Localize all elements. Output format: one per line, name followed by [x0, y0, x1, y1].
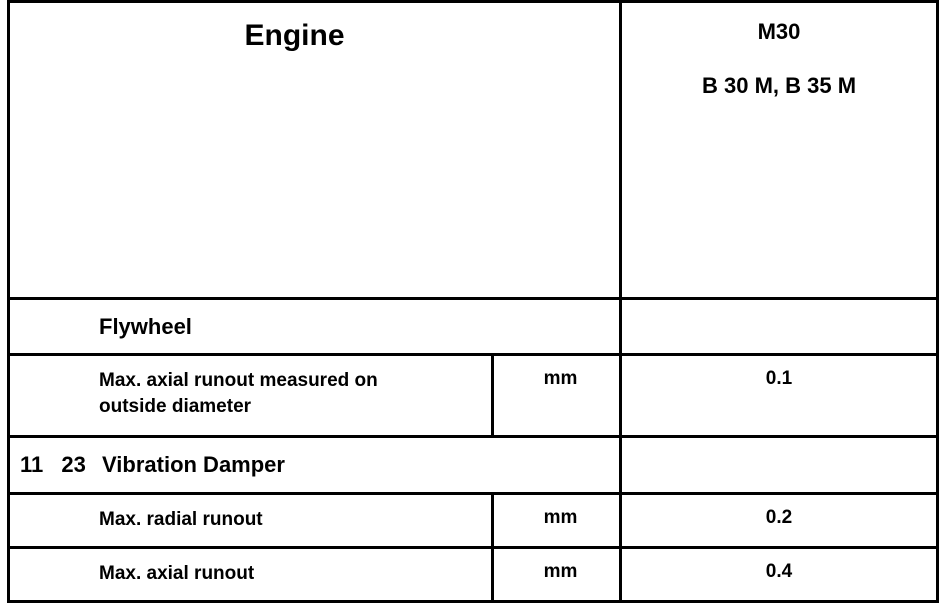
group-number-main: 11 — [20, 452, 44, 478]
value-cell — [621, 547, 938, 601]
table-row — [9, 547, 938, 601]
parameter-label: Max. axial runout — [99, 562, 255, 584]
table-row — [9, 493, 938, 547]
parameter-cell — [9, 493, 493, 547]
value-cell — [621, 355, 938, 437]
value-label: 0.2 — [765, 506, 793, 528]
model-code: M30 — [757, 19, 801, 44]
section-row-vibration-damper — [9, 437, 938, 493]
unit-label: mm — [543, 560, 578, 582]
unit-label: mm — [543, 506, 578, 528]
parameter-label-line1: Max. axial runout measured on — [99, 370, 378, 392]
model-variants: B 30 M, B 35 M — [701, 73, 857, 98]
parameter-cell — [9, 547, 493, 601]
engine-header-cell — [9, 2, 621, 299]
unit-cell — [493, 547, 621, 601]
unit-cell — [493, 493, 621, 547]
section-title: Vibration Damper — [102, 452, 285, 478]
section-value-empty-cell — [621, 298, 938, 354]
section-title-cell — [9, 437, 621, 493]
unit-cell — [493, 355, 621, 437]
parameter-label-line2: outside diameter — [99, 396, 252, 418]
section-value-empty-cell — [621, 437, 938, 493]
value-cell — [621, 493, 938, 547]
engine-title: Engine — [244, 19, 345, 52]
parameter-cell — [9, 355, 493, 437]
table-row — [9, 355, 938, 437]
unit-label: mm — [543, 368, 578, 390]
table-header-row — [9, 2, 938, 299]
value-label: 0.4 — [765, 560, 793, 582]
model-header-cell — [621, 2, 938, 299]
section-row-flywheel — [9, 298, 938, 354]
group-number-sub: 23 — [61, 452, 86, 478]
value-label: 0.1 — [765, 368, 793, 390]
parameter-label: Max. radial runout — [99, 508, 263, 530]
section-title-cell — [9, 298, 621, 354]
section-title: Flywheel — [99, 313, 192, 339]
engine-spec-table — [7, 0, 939, 603]
